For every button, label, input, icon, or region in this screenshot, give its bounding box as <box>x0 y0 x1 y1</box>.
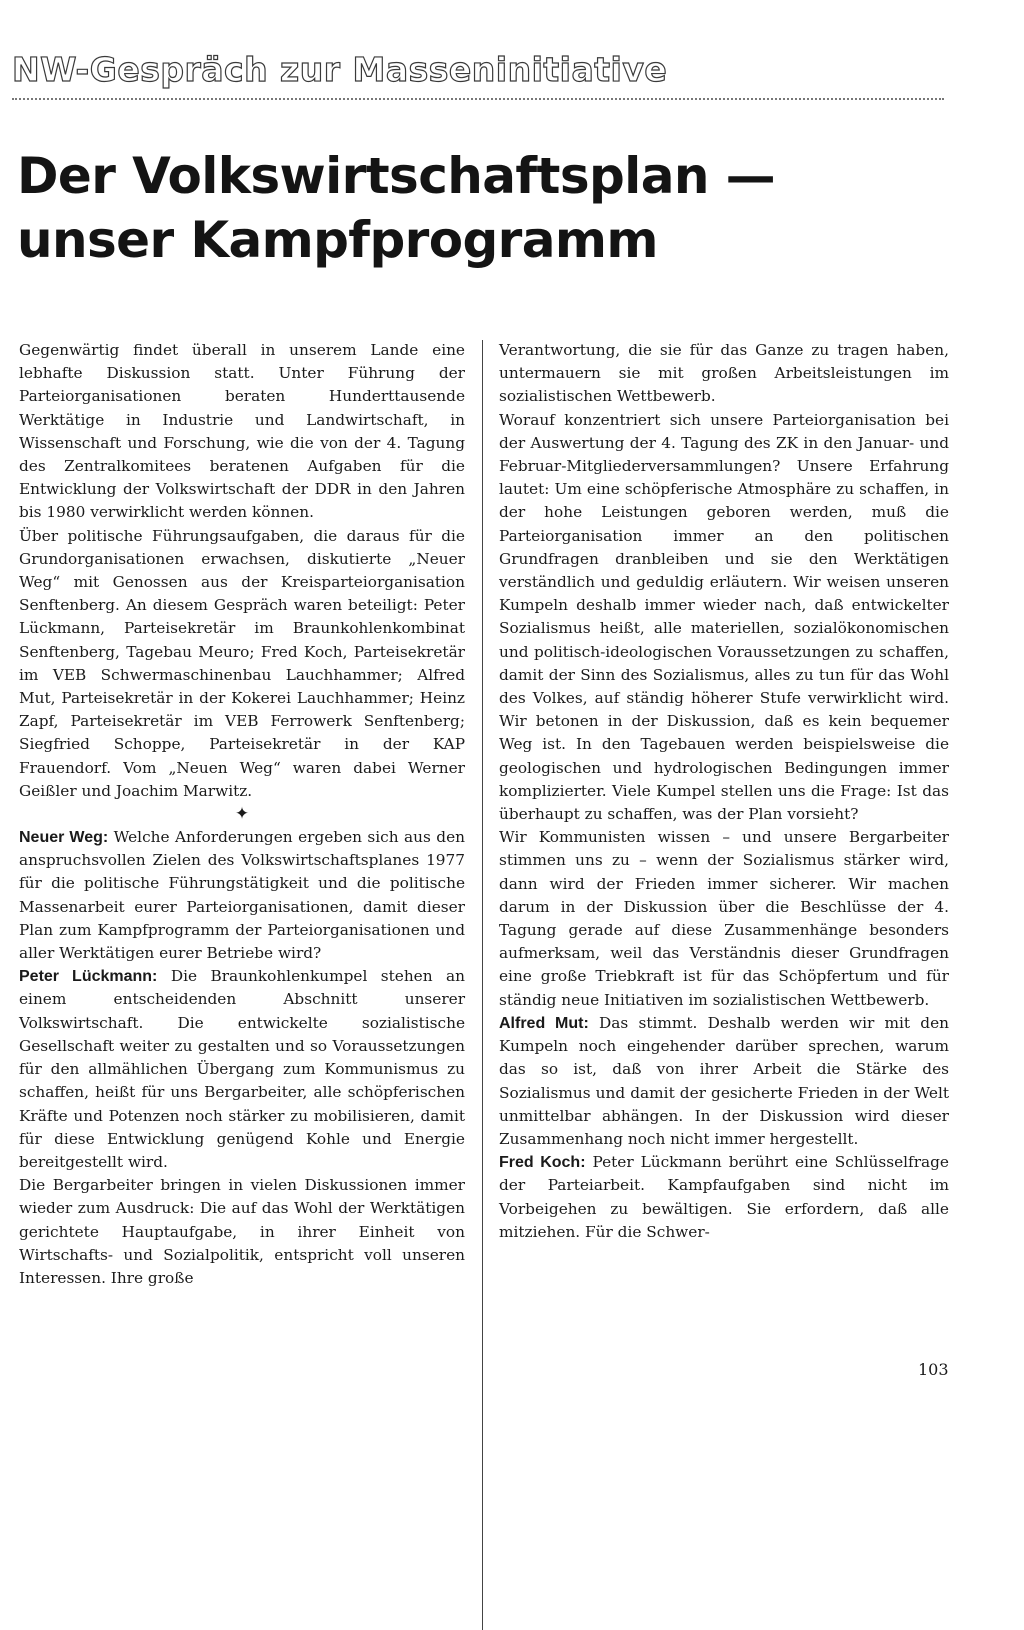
answer-text-koch: Peter Lückmann berührt eine Schlüsselfrage der Parteiarbeit. Kampfaufgaben sind nicht im Vorbeigehen zu bewältigen. Sie erfordern, daß alle mitziehen. Für die Schwer- <box>499 1153 949 1241</box>
answer-text-mut: Das stimmt. Deshalb werden wir mit den Kumpeln noch eingehender darüber sprechen, warum das so ist, daß von ihrer Arbeit die Stärke des Sozialismus und damit der gesicherte Frieden in der Welt unmittelbar abhängen. In der Diskussion wird dieser Zusammenhang noch nicht immer hergestellt. <box>499 1013 949 1148</box>
column-rule <box>482 340 483 1630</box>
participants-paragraph: Über politische Führungsaufgaben, die daraus für die Grundorganisationen erwachsen, diskutierte „Neuer Weg“ mit Genossen aus der Kreisparteiorganisation Senftenberg. An diesem Gespräch waren beteiligt: Peter Lückmann, Parteisekretär im Braunkohlenkombinat Senftenberg, Tagebau Meuro; Fred Koch, Parteisekretär im VEB Schwermaschinenbau Lauchhammer; Alfred Mut, Parteisekretär in der Kokerei Lauchhammer; Heinz Zapf, Parteisekretär im VEB Ferrowerk Senftenberg; Siegfried Schoppe, Parteisekretär in der KAP Frauendorf. Vom „Neuen Weg“ waren dabei Werner Geißler und Joachim Marwitz. <box>19 526 465 800</box>
left-column <box>19 339 465 1290</box>
right-paragraph-1: Verantwortung, die sie für das Ganze zu tragen haben, untermauern sie mit großen Arbeitsleistungen im sozialistischen Wettbewerb. <box>499 341 949 406</box>
answer-text-lueckmann: Die Braunkohlenkumpel stehen an einem entscheidenden Abschnitt unserer Volkswirtschaft. Die entwickelte sozialistische Gesellschaft weiter zu gestalten und so Voraussetzungen für den allmählichen Übergang zum Kommunismus zu schaffen, heißt für uns Bergarbeiter, alle schöpferischen Kräfte und Potenzen noch stärker zu mobilisieren, damit für diese Entwicklung genügend Kohle und Energie bereitgestellt wird. <box>19 967 465 1171</box>
answer-paragraph-mut <box>499 1012 949 1151</box>
headline-line-1: Der Volkswirtschaftsplan — <box>17 147 776 205</box>
intro-paragraph: Gegenwärtig findet überall in unserem Lande eine lebhafte Diskussion statt. Unter Führung der Parteiorganisationen beraten Hunderttausende Werktätige in Industrie und Landwirtschaft, in Wissenschaft und Forschung, wie die von der 4. Tagung des Zentralkomitees beratenen Aufgaben für die Entwicklung der Volkswirtschaft der DDR in den Jahren bis 1980 verwirklicht werden können. <box>19 341 465 522</box>
right-column <box>499 339 949 1244</box>
page-number: 103 <box>918 1360 949 1379</box>
question-text: Welche Anforderungen ergeben sich aus den anspruchsvollen Zielen des Volkswirtschaftsplanes 1977 für die politische Führungstätigkeit und die politische Massenarbeit eurer Parteiorganisationen, damit dieser Plan zum Kampfprogramm der Parteiorganisationen und aller Werktätigen eurer Betriebe wird? <box>19 828 466 963</box>
answer-continuation: Die Bergarbeiter bringen in vielen Diskussionen immer wieder zum Ausdruck: Die auf das Wohl der Werktätigen gerichtete Hauptaufgabe, in ihrer Einheit von Wirtschafts- und Sozialpolitik, entspricht voll unseren Interessen. Ihre große <box>19 1176 465 1287</box>
speaker-fred-koch: Fred Koch: <box>499 1154 586 1172</box>
star-divider: ✦ <box>234 804 250 825</box>
speaker-alfred-mut: Alfred Mut: <box>499 1014 589 1032</box>
section-kicker: NW-Gespräch zur Masseninitiative <box>12 50 668 89</box>
article-headline <box>17 144 977 272</box>
question-paragraph <box>19 826 465 965</box>
speaker-peter-lueckmann: Peter Lückmann: <box>19 968 158 986</box>
kicker-rule <box>12 98 944 100</box>
right-paragraph-3: Wir Kommunisten wissen – und unsere Bergarbeiter stimmen uns zu – wenn der Sozialismus stärker wird, dann wird der Frieden immer sicherer. Wir machen darum in der Diskussion über die Beschlüsse der 4. Tagung gerade auf diese Zusammenhänge besonders aufmerksam, weil das Verständnis dieser Grundfragen eine große Triebkraft ist für das Schöpfertum und für ständig neue Initiativen im sozialistischen Wettbewerb. <box>499 828 949 1009</box>
answer-paragraph-koch <box>499 1151 949 1244</box>
speaker-neuer-weg: Neuer Weg: <box>19 829 109 847</box>
headline-line-2: unser Kampfprogramm <box>17 211 658 269</box>
right-paragraph-2: Worauf konzentriert sich unsere Parteiorganisation bei der Auswertung der 4. Tagung des ZK in den Januar- und Februar-Mitgliederversammlungen? Unsere Erfahrung lautet: Um eine schöpferische Atmosphäre zu schaffen, in der hohe Leistungen geboren werden, muß die Parteiorganisation immer an den politischen Grundfragen dranbleiben und sie den Werktätigen verständlich und geduldig erläutern. Wir weisen unseren Kumpeln deshalb immer wieder nach, daß entwickelter Sozialismus heißt, alle materiellen, sozialökonomischen und politisch-ideologischen Voraussetzungen zu schaffen, damit der Sinn des Sozialismus, alles zu tun für das Wohl des Volkes, auf ständig höherer Stufe verwirklicht wird. Wir betonen in der Diskussion, daß es kein bequemer Weg ist. In den Tagebauen werden beispielsweise die geologischen und hydrologischen Bedingungen immer komplizierter. Viele Kumpel stellen uns die Frage: Ist das überhaupt zu schaffen, was der Plan vorsieht? <box>499 410 949 824</box>
answer-paragraph-lueckmann <box>19 965 465 1174</box>
